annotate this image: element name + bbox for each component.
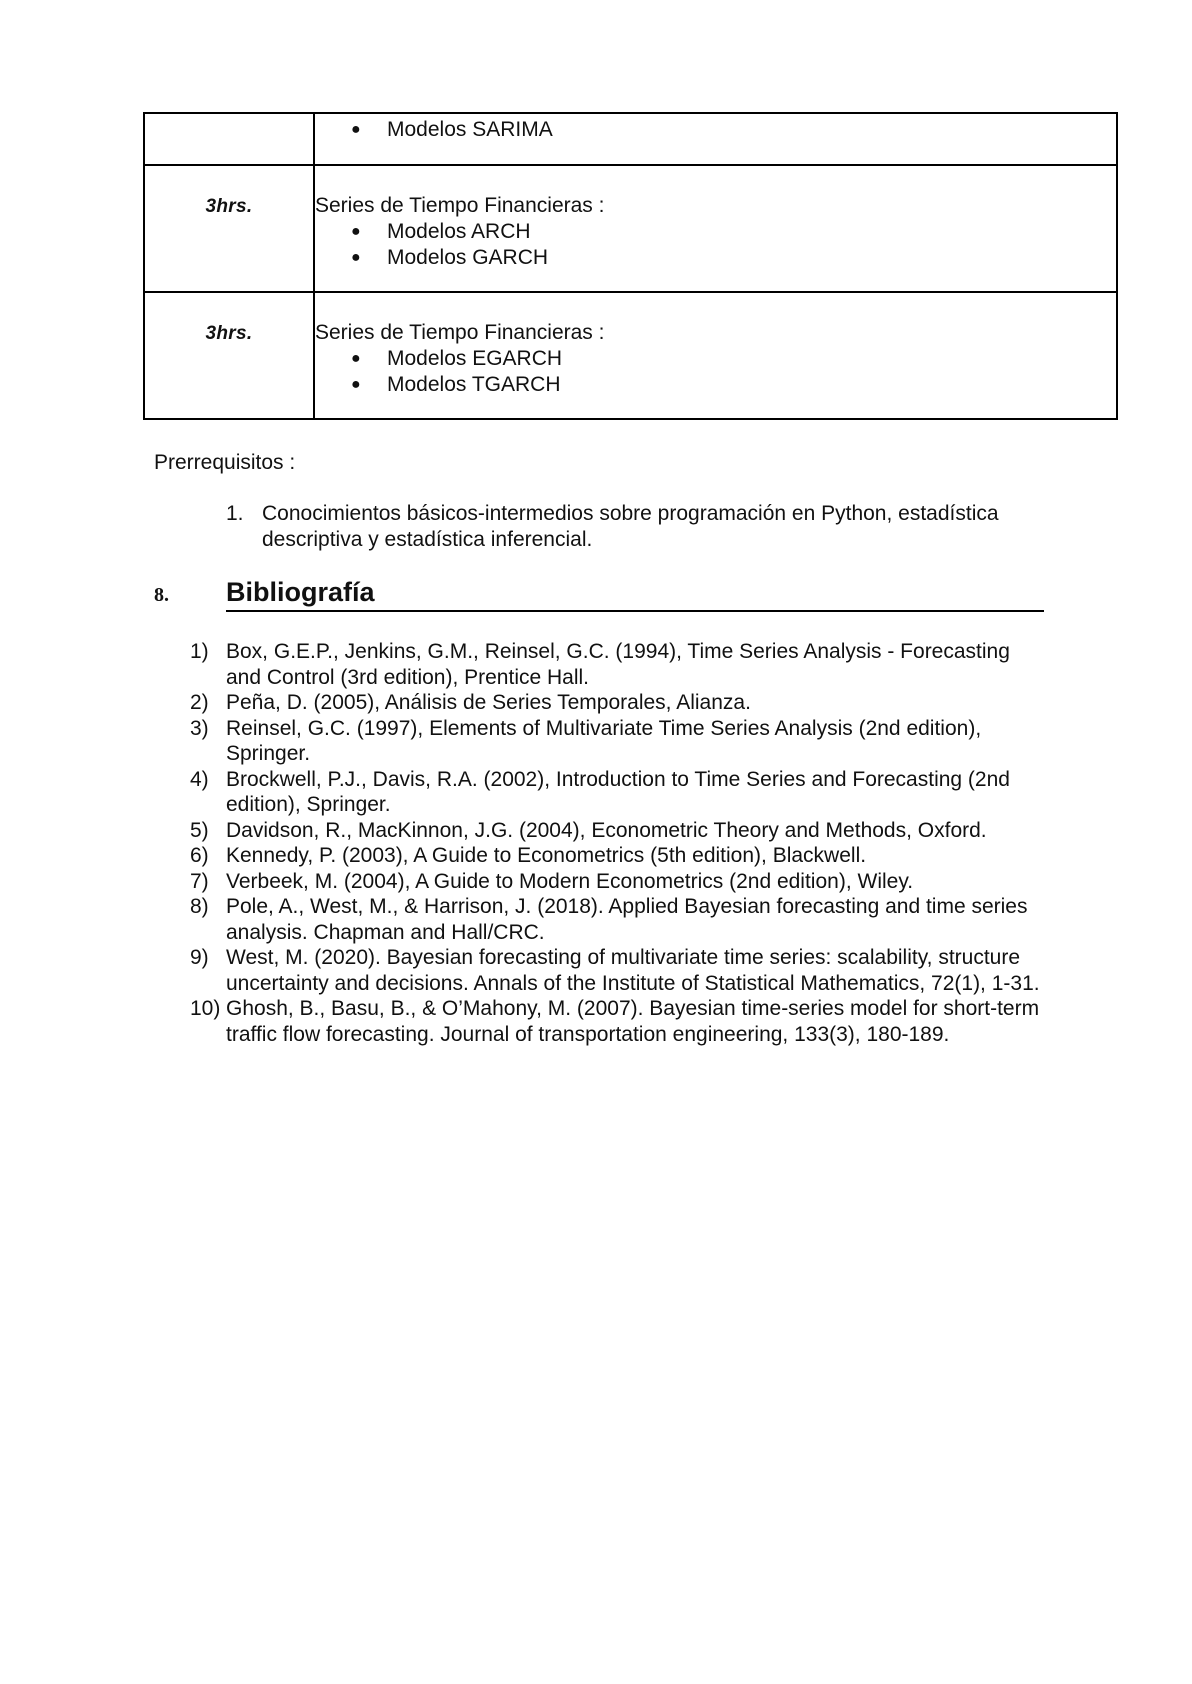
- list-number: 8): [190, 895, 209, 918]
- hours-cell: [144, 113, 314, 165]
- list-item: [315, 117, 1116, 143]
- table-row: [144, 165, 1117, 292]
- reference-text: Pole, A., West, M., & Harrison, J. (2018). Applied Bayesian forecasting and time series analysis. Chapman and Hall/CRC.: [226, 895, 1028, 944]
- topic-list: [315, 346, 1116, 398]
- list-item: [315, 245, 1116, 271]
- list-item: [190, 639, 1040, 690]
- reference-text: Brockwell, P.J., Davis, R.A. (2002), Introduction to Time Series and Forecasting (2nd edition), Springer.: [226, 767, 1010, 816]
- section-title: Bibliografía: [226, 577, 1044, 612]
- list-item: [190, 716, 1040, 767]
- list-item: [190, 690, 1040, 716]
- table-row: [144, 113, 1117, 165]
- topic-text: Modelos GARCH: [387, 246, 549, 269]
- list-number: 9): [190, 946, 209, 969]
- bullet-icon: ●: [351, 249, 361, 266]
- reference-text: Kennedy, P. (2003), A Guide to Econometrics (5th edition), Blackwell.: [226, 844, 867, 867]
- bullet-icon: ●: [351, 121, 361, 138]
- list-item: [190, 818, 1040, 844]
- hours-cell: [144, 292, 314, 419]
- reference-text: West, M. (2020). Bayesian forecasting of multivariate time series: scalability, structure uncertainty and decisions. Annals of the Institute of Statistical Mathematics, 72(1), 1-31.: [226, 946, 1040, 995]
- list-text: Conocimientos básicos-intermedios sobre programación en Python, estadística descriptiva y estadística inferencial.: [262, 502, 999, 551]
- list-item: [190, 996, 1040, 1047]
- list-number: 5): [190, 818, 209, 842]
- topic-text: Modelos EGARCH: [387, 347, 563, 370]
- topic-text: Modelos TGARCH: [387, 373, 561, 396]
- list-item: [190, 767, 1040, 818]
- list-number: 1): [190, 640, 209, 663]
- topic-heading: Series de Tiempo Financieras :: [315, 194, 605, 217]
- prerequisites-label: Prerrequisitos :: [154, 451, 296, 474]
- bibliography-list: [190, 639, 1040, 1047]
- reference-text: Reinsel, G.C. (1997), Elements of Multivariate Time Series Analysis (2nd edition), Springer.: [226, 716, 982, 765]
- list-item: [190, 945, 1040, 996]
- reference-text: Davidson, R., MacKinnon, J.G. (2004), Econometric Theory and Methods, Oxford.: [226, 818, 987, 842]
- topic-text: Modelos SARIMA: [387, 118, 553, 141]
- hours-label: 3hrs.: [205, 196, 253, 217]
- hours-label: 3hrs.: [205, 323, 253, 344]
- list-item: [315, 346, 1116, 372]
- list-item: [315, 372, 1116, 398]
- bullet-icon: ●: [351, 376, 361, 393]
- hours-cell: [144, 165, 314, 292]
- list-item: [190, 869, 1040, 895]
- reference-text: Verbeek, M. (2004), A Guide to Modern Econometrics (2nd edition), Wiley.: [226, 869, 914, 893]
- content-cell: [314, 113, 1117, 165]
- reference-text: Box, G.E.P., Jenkins, G.M., Reinsel, G.C. (1994), Time Series Analysis - Forecasting and Control (3rd edition), Prentice Hall.: [226, 640, 1010, 689]
- topic-heading: Series de Tiempo Financieras :: [315, 321, 605, 344]
- reference-text: Peña, D. (2005), Análisis de Series Temporales, Alianza.: [226, 691, 751, 714]
- list-number: 3): [190, 716, 209, 740]
- topic-text: Modelos ARCH: [387, 220, 531, 243]
- list-item: [226, 501, 1056, 553]
- schedule-table: [143, 112, 1118, 420]
- topic-list: [315, 219, 1116, 271]
- list-item: [190, 843, 1040, 869]
- list-number: 4): [190, 767, 209, 791]
- topic-list: [315, 117, 1116, 143]
- bullet-icon: ●: [351, 223, 361, 240]
- table-row: [144, 292, 1117, 419]
- list-number: 7): [190, 869, 209, 893]
- content-cell: [314, 292, 1117, 419]
- prerequisites-list: [226, 501, 1056, 553]
- reference-text: Ghosh, B., Basu, B., & O’Mahony, M. (2007). Bayesian time-series model for short-term traffic flow forecasting. Journal of transportation engineering, 133(3), 180-189.: [226, 997, 1040, 1046]
- list-item: [315, 219, 1116, 245]
- content-cell: [314, 165, 1117, 292]
- bullet-icon: ●: [351, 350, 361, 367]
- list-number: 1.: [226, 502, 244, 525]
- section-number: 8.: [154, 584, 169, 606]
- list-number: 2): [190, 691, 209, 714]
- list-item: [190, 894, 1040, 945]
- list-number: 10): [190, 997, 221, 1020]
- list-number: 6): [190, 844, 209, 867]
